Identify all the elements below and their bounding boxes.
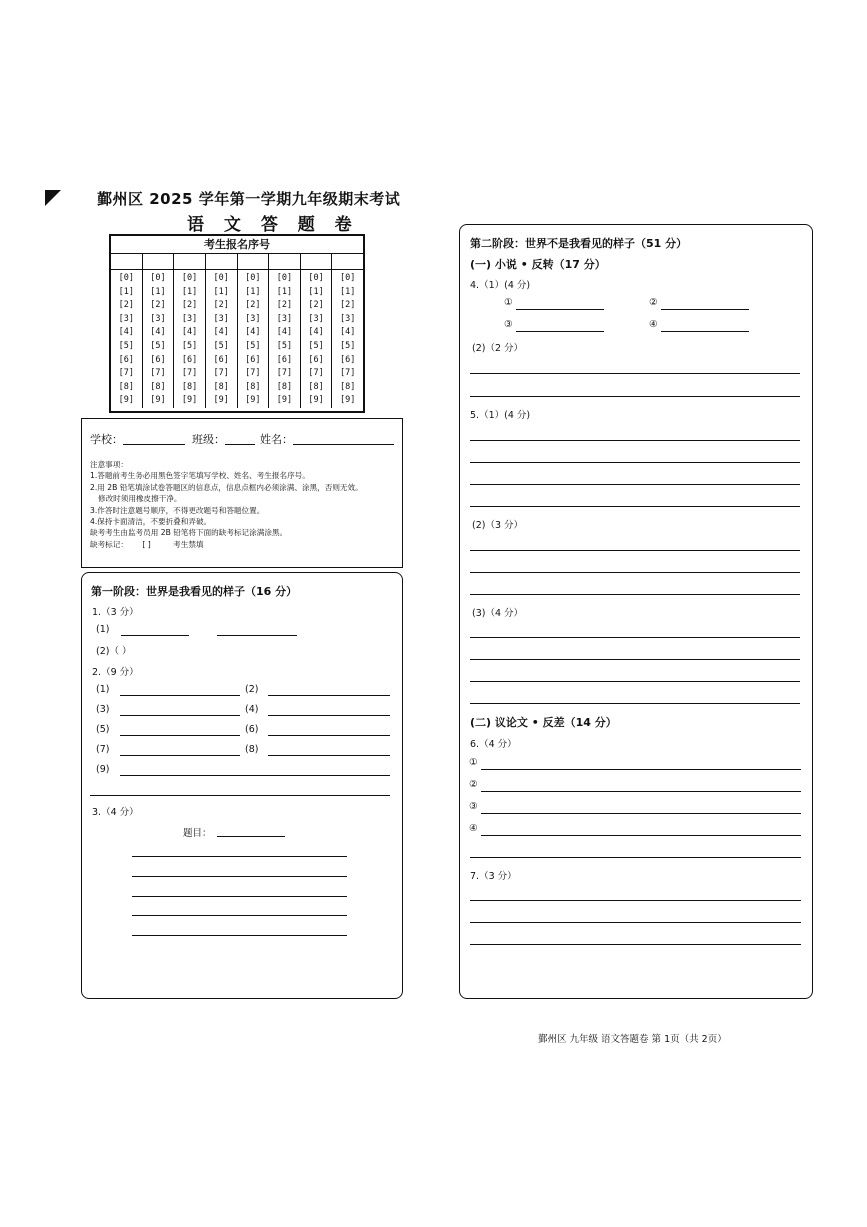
- id-bubble[interactable]: [0]: [308, 273, 324, 283]
- q6-answer-line[interactable]: [481, 813, 801, 814]
- q2-item-label: (3): [96, 704, 110, 715]
- note-line: 4.保持卡面清洁，不要折叠和弄破。: [90, 517, 212, 527]
- notes: [90, 459, 363, 550]
- q2-item-label: (7): [96, 744, 110, 755]
- id-bubble[interactable]: [9]: [118, 395, 134, 406]
- id-bubble[interactable]: [5]: [118, 340, 134, 351]
- q5-2-answer-line[interactable]: [470, 594, 800, 595]
- corner-mark: [45, 190, 61, 206]
- q2-item-label: (6): [245, 724, 259, 735]
- id-grid: [109, 234, 365, 413]
- q3-answer-line[interactable]: [132, 915, 347, 916]
- id-digit-column: [111, 270, 143, 408]
- id-bubble[interactable]: [0]: [276, 273, 293, 283]
- id-digit-column: [332, 270, 363, 408]
- q5-2-answer-line[interactable]: [470, 572, 800, 573]
- id-bubble[interactable]: [8]: [245, 381, 261, 392]
- q2-answer-line[interactable]: [120, 735, 240, 736]
- q6-label: 6.（4 分）: [470, 739, 517, 750]
- id-bubble[interactable]: [7]: [213, 368, 229, 379]
- q4-answer-line[interactable]: [516, 331, 604, 332]
- id-bubble[interactable]: [8]: [181, 381, 198, 392]
- id-digit-column: [301, 270, 333, 408]
- school-field[interactable]: [123, 444, 185, 445]
- q5-answer-line[interactable]: [470, 506, 800, 507]
- q5-2-answer-line[interactable]: [470, 550, 800, 551]
- q1-2-label[interactable]: (2)（ ）: [96, 646, 132, 657]
- note-line: 3.作答时注意题号顺序，不得更改题号和答题位置。: [90, 505, 265, 515]
- q1-1-answer-a[interactable]: [121, 635, 189, 636]
- q4-answer-line[interactable]: [516, 309, 604, 310]
- part1-title: (一) 小说 • 反转（17 分）: [470, 258, 606, 271]
- q4-answer-line[interactable]: [661, 309, 749, 310]
- q4-2-answer-line[interactable]: [470, 396, 800, 397]
- id-bubble[interactable]: [8]: [308, 381, 324, 392]
- id-bubble[interactable]: [7]: [181, 368, 198, 379]
- id-bubble[interactable]: [6]: [213, 354, 229, 365]
- q2-answer-line[interactable]: [120, 755, 240, 756]
- id-bubble[interactable]: [6]: [181, 354, 198, 365]
- id-bubble[interactable]: [9]: [245, 395, 261, 406]
- q2-item-label: (1): [96, 684, 110, 695]
- id-bubble[interactable]: [9]: [213, 395, 229, 406]
- q1-1-label: (1): [96, 624, 110, 635]
- q4-mark: ④: [649, 319, 658, 330]
- id-bubble[interactable]: [0]: [118, 273, 134, 283]
- id-bubble[interactable]: [1]: [340, 286, 356, 297]
- id-bubble[interactable]: [2]: [340, 300, 356, 311]
- id-bubble[interactable]: [5]: [150, 340, 166, 351]
- id-bubble[interactable]: [4]: [276, 327, 293, 338]
- q2-answer-line[interactable]: [268, 695, 390, 696]
- id-bubble[interactable]: [3]: [245, 313, 261, 324]
- id-bubble[interactable]: [7]: [340, 368, 356, 379]
- q2-9-label: (9): [96, 764, 110, 775]
- id-bubble[interactable]: [3]: [213, 313, 229, 324]
- id-bubble[interactable]: [6]: [245, 354, 261, 365]
- id-bubble[interactable]: [4]: [340, 327, 356, 338]
- class-label: 班级：: [192, 433, 225, 446]
- part2-title: (二) 议论文 • 反差（14 分）: [470, 716, 617, 729]
- q2-9-answer-line[interactable]: [120, 775, 390, 776]
- id-bubble[interactable]: [0]: [340, 273, 356, 283]
- q5-3-answer-line[interactable]: [470, 637, 800, 638]
- name-field[interactable]: [293, 444, 394, 445]
- id-bubble[interactable]: [5]: [245, 340, 261, 351]
- id-bubble[interactable]: [4]: [245, 327, 261, 338]
- q5-3-answer-line[interactable]: [470, 703, 800, 704]
- section2-title: 第二阶段：世界不是我看见的样子（51 分）: [470, 237, 688, 250]
- id-bubble[interactable]: [7]: [150, 368, 166, 379]
- q2-item-label: (2): [245, 684, 259, 695]
- absent-label: 缺考标记：: [90, 539, 128, 549]
- id-bubble[interactable]: [8]: [213, 381, 229, 392]
- id-bubble[interactable]: [7]: [308, 368, 324, 379]
- q6-mark: ④: [469, 823, 478, 834]
- id-bubble[interactable]: [9]: [150, 395, 166, 406]
- id-bubble[interactable]: [6]: [308, 354, 324, 365]
- id-bubble[interactable]: [7]: [118, 368, 134, 379]
- q6-answer-line[interactable]: [470, 857, 801, 858]
- q2-item-label: (8): [245, 744, 259, 755]
- q2-answer-line[interactable]: [120, 695, 240, 696]
- q3-answer-line[interactable]: [132, 935, 347, 936]
- id-bubble[interactable]: [0]: [150, 273, 166, 283]
- id-bubble[interactable]: [5]: [308, 340, 324, 351]
- id-bubble[interactable]: [7]: [245, 368, 261, 379]
- q3-label: 3.（4 分）: [92, 807, 139, 818]
- id-bubble[interactable]: [1]: [213, 286, 229, 297]
- q5-answer-line[interactable]: [470, 440, 800, 441]
- id-bubble[interactable]: [9]: [340, 395, 356, 406]
- id-bubble[interactable]: [9]: [276, 395, 293, 406]
- q1-1-answer-b[interactable]: [217, 635, 297, 636]
- q5-3-label: (3)（4 分）: [472, 608, 524, 619]
- q4-answer-line[interactable]: [661, 331, 749, 332]
- q4-mark: ②: [649, 297, 658, 308]
- q5-answer-line[interactable]: [470, 484, 800, 485]
- q2-item-label: (5): [96, 724, 110, 735]
- id-bubble[interactable]: [2]: [245, 300, 261, 311]
- q5-label: 5.（1）(4 分): [470, 410, 531, 421]
- note-line: 修改时须用橡皮擦干净。: [98, 494, 182, 504]
- q6-mark: ①: [469, 757, 478, 768]
- q3-answer-line[interactable]: [132, 876, 347, 877]
- id-bubble[interactable]: [4]: [181, 327, 198, 338]
- id-bubble[interactable]: [2]: [276, 300, 293, 311]
- id-bubble[interactable]: [6]: [118, 354, 134, 365]
- q7-answer-line[interactable]: [470, 900, 801, 901]
- id-bubble[interactable]: [8]: [276, 381, 293, 392]
- q2-answer-line[interactable]: [268, 755, 390, 756]
- q6-mark: ③: [469, 801, 478, 812]
- id-bubble[interactable]: [1]: [245, 286, 261, 297]
- exam-subtitle: 语 文 答 题 卷: [187, 215, 359, 235]
- id-bubble[interactable]: [2]: [118, 300, 134, 311]
- id-write-row[interactable]: [111, 254, 363, 270]
- id-bubble[interactable]: [6]: [340, 354, 356, 365]
- q4-2-label: (2)（2 分）: [472, 343, 524, 354]
- id-bubble[interactable]: [0]: [181, 273, 198, 283]
- id-bubble[interactable]: [4]: [213, 327, 229, 338]
- id-digit-column: [238, 270, 270, 408]
- id-bubble[interactable]: [3]: [340, 313, 356, 324]
- q5-2-label: (2)（3 分）: [472, 520, 524, 531]
- section1-box: [81, 572, 403, 999]
- id-bubble[interactable]: [4]: [118, 327, 134, 338]
- page-footer: 鄞州区 九年级 语文答题卷 第 1页（共 2页）: [538, 1034, 727, 1045]
- id-bubble[interactable]: [1]: [276, 286, 293, 297]
- absent-note: 考生禁填: [173, 539, 204, 549]
- q4-mark: ①: [504, 297, 513, 308]
- id-bubble[interactable]: [1]: [118, 286, 134, 297]
- school-label: 学校：: [90, 433, 123, 446]
- id-bubble[interactable]: [2]: [213, 300, 229, 311]
- class-field[interactable]: [225, 444, 255, 445]
- q3-title-label: 题目：: [183, 828, 212, 839]
- info-box: [81, 418, 403, 568]
- q4-2-answer-line[interactable]: [470, 373, 800, 374]
- id-bubble[interactable]: [0]: [245, 273, 261, 283]
- id-bubble[interactable]: [7]: [276, 368, 293, 379]
- id-bubble[interactable]: [1]: [308, 286, 324, 297]
- id-bubble[interactable]: [9]: [181, 395, 198, 406]
- id-grid-title: 考生报名序号: [111, 236, 363, 254]
- id-bubble[interactable]: [8]: [150, 381, 166, 392]
- id-bubble[interactable]: [4]: [308, 327, 324, 338]
- q3-title-field[interactable]: [217, 836, 285, 837]
- id-bubble[interactable]: [5]: [276, 340, 293, 351]
- q2-9-answer-line[interactable]: [90, 795, 390, 796]
- q4-label: 4.（1）(4 分): [470, 280, 531, 291]
- notes-title: 注意事项：: [90, 460, 128, 469]
- id-bubble[interactable]: [5]: [181, 340, 198, 351]
- id-bubble[interactable]: [4]: [150, 327, 166, 338]
- id-bubble[interactable]: [9]: [308, 395, 324, 406]
- id-bubble[interactable]: [6]: [150, 354, 166, 365]
- q6-mark: ②: [469, 779, 478, 790]
- section2-box: [459, 224, 813, 999]
- id-bubble[interactable]: [3]: [308, 313, 324, 324]
- id-bubble[interactable]: [6]: [276, 354, 293, 365]
- q2-item-label: (4): [245, 704, 259, 715]
- q4-mark: ③: [504, 319, 513, 330]
- id-bubble[interactable]: [5]: [213, 340, 229, 351]
- q3-answer-line[interactable]: [132, 896, 347, 897]
- id-bubble[interactable]: [5]: [340, 340, 356, 351]
- id-bubble[interactable]: [2]: [181, 300, 198, 311]
- id-bubble[interactable]: [2]: [150, 300, 166, 311]
- q6-answer-line[interactable]: [481, 791, 801, 792]
- absent-checkbox[interactable]: [ ]: [142, 539, 151, 549]
- id-bubble[interactable]: [3]: [118, 313, 134, 324]
- id-digit-column: [269, 270, 301, 408]
- id-bubble-columns: [111, 270, 363, 408]
- name-label: 姓名：: [260, 433, 293, 446]
- q6-answer-line[interactable]: [481, 835, 801, 836]
- id-digit-column: [206, 270, 238, 408]
- id-bubble[interactable]: [1]: [181, 286, 198, 297]
- q2-answer-line[interactable]: [268, 715, 390, 716]
- q2-answer-line[interactable]: [120, 715, 240, 716]
- q6-answer-line[interactable]: [481, 769, 801, 770]
- q7-label: 7.（3 分）: [470, 871, 517, 882]
- q5-answer-line[interactable]: [470, 462, 800, 463]
- id-bubble[interactable]: [2]: [308, 300, 324, 311]
- id-bubble[interactable]: [1]: [150, 286, 166, 297]
- q7-answer-line[interactable]: [470, 922, 801, 923]
- exam-title: 鄞州区 2025 学年第一学期九年级期末考试: [97, 190, 401, 208]
- id-bubble[interactable]: [8]: [118, 381, 134, 392]
- note-line: 1.答题前考生务必用黑色签字笔填写学校、姓名、考生报名序号。: [90, 471, 310, 481]
- note-line: 2.用 2B 铅笔填涂试卷答题区的信息点，信息点框内必须涂满、涂黑，否则无效。: [90, 482, 363, 492]
- id-bubble[interactable]: [0]: [213, 273, 229, 283]
- q3-answer-line[interactable]: [132, 856, 347, 857]
- section1-title: 第一阶段：世界是我看见的样子（16 分）: [91, 585, 298, 598]
- id-digit-column: [143, 270, 175, 408]
- q2-answer-line[interactable]: [268, 735, 390, 736]
- id-bubble[interactable]: [3]: [150, 313, 166, 324]
- q5-3-answer-line[interactable]: [470, 681, 800, 682]
- q1-label: 1.（3 分）: [92, 607, 139, 618]
- id-bubble[interactable]: [8]: [340, 381, 356, 392]
- id-digit-column: [174, 270, 206, 408]
- q5-3-answer-line[interactable]: [470, 659, 800, 660]
- note-line: 缺考考生由监考员用 2B 铅笔将下面的缺考标记涂满涂黑。: [90, 528, 288, 538]
- id-bubble[interactable]: [3]: [181, 313, 198, 324]
- q2-label: 2.（9 分）: [92, 667, 139, 678]
- id-bubble[interactable]: [3]: [276, 313, 293, 324]
- q7-answer-line[interactable]: [470, 944, 801, 945]
